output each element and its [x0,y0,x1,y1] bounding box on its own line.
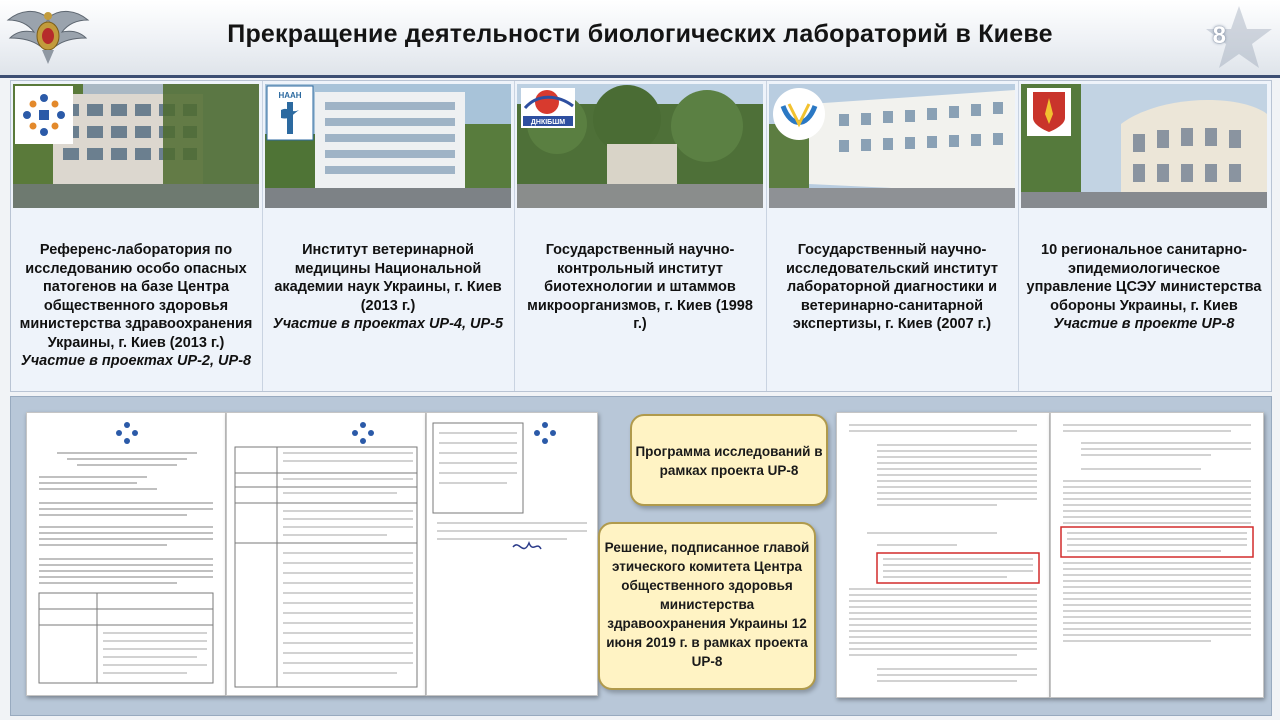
document-page-5 [1050,412,1264,698]
lab-caption-4 [773,241,1011,334]
lab-caption-text: Референс-лаборатория по исследованию особо опасных патогенов на базе Центра общественного здоровья министерства здравоохранения Украины, г. Киев (2013 г.) [19,242,253,351]
lab-photo-4 [769,84,1015,208]
document-page-1 [26,412,226,696]
lab-caption-2 [269,241,507,334]
lab-project-note: Участие в проектах UP-4, UP-5 [272,316,504,332]
lab-photo-3 [517,84,763,208]
lab-card-3 [515,81,765,391]
lab-photo-2 [265,84,511,208]
lab-caption-text: 10 региональное санитарно-эпидемиологическое управление ЦСЭУ министерства обороны Украины, г. Киев [1026,242,1262,314]
lab-card-2 [263,81,513,391]
lab-caption-text: Государственный научно-исследовательский институт лабораторной диагностики и ветеринарно-санитарной экспертизы, г. Киев (2007 г.) [786,242,998,332]
lab-photo-5 [1021,84,1267,208]
header [0,0,1280,78]
document-page-4 [836,412,1050,698]
callout-ethics-decision: Решение, подписанное главой этического комитета Центра общественного здоровья министерства здравоохранения Украины 12 июня 2019 г. в рамках проекта UP-8 [598,522,816,690]
lab-caption-1 [17,241,255,371]
logo-text-dnkibshm: ДНКІБШМ [530,119,566,126]
lab-card-5 [1019,81,1269,391]
page-title: Прекращение деятельности биологических лабораторий в Киеве [227,20,1053,48]
lab-caption-3 [521,241,759,334]
lab-card-4 [767,81,1017,391]
logo-text-naan: НААН [278,91,302,100]
document-page-2 [226,412,426,696]
lab-photo-1 [13,84,259,208]
lab-project-note: Участие в проектах UP-2, UP-8 [20,353,252,369]
page-number: 8 [1212,22,1226,49]
lab-caption-text: Государственный научно-контрольный институт биотехнологии и штаммов микроорганизмов, г. Киев (1998 г.) [527,242,753,332]
lab-card-1 [11,81,261,391]
callout-research-program: Программа исследований в рамках проекта UP-8 [630,414,828,506]
labs-panel [10,80,1272,392]
lab-caption-5 [1025,241,1263,334]
lab-project-note: Участие в проекте UP-8 [1053,316,1235,332]
document-page-3 [426,412,598,696]
lab-caption-text: Институт ветеринарной медицины Национальной академии наук Украины, г. Киев (2013 г.) [274,242,502,314]
